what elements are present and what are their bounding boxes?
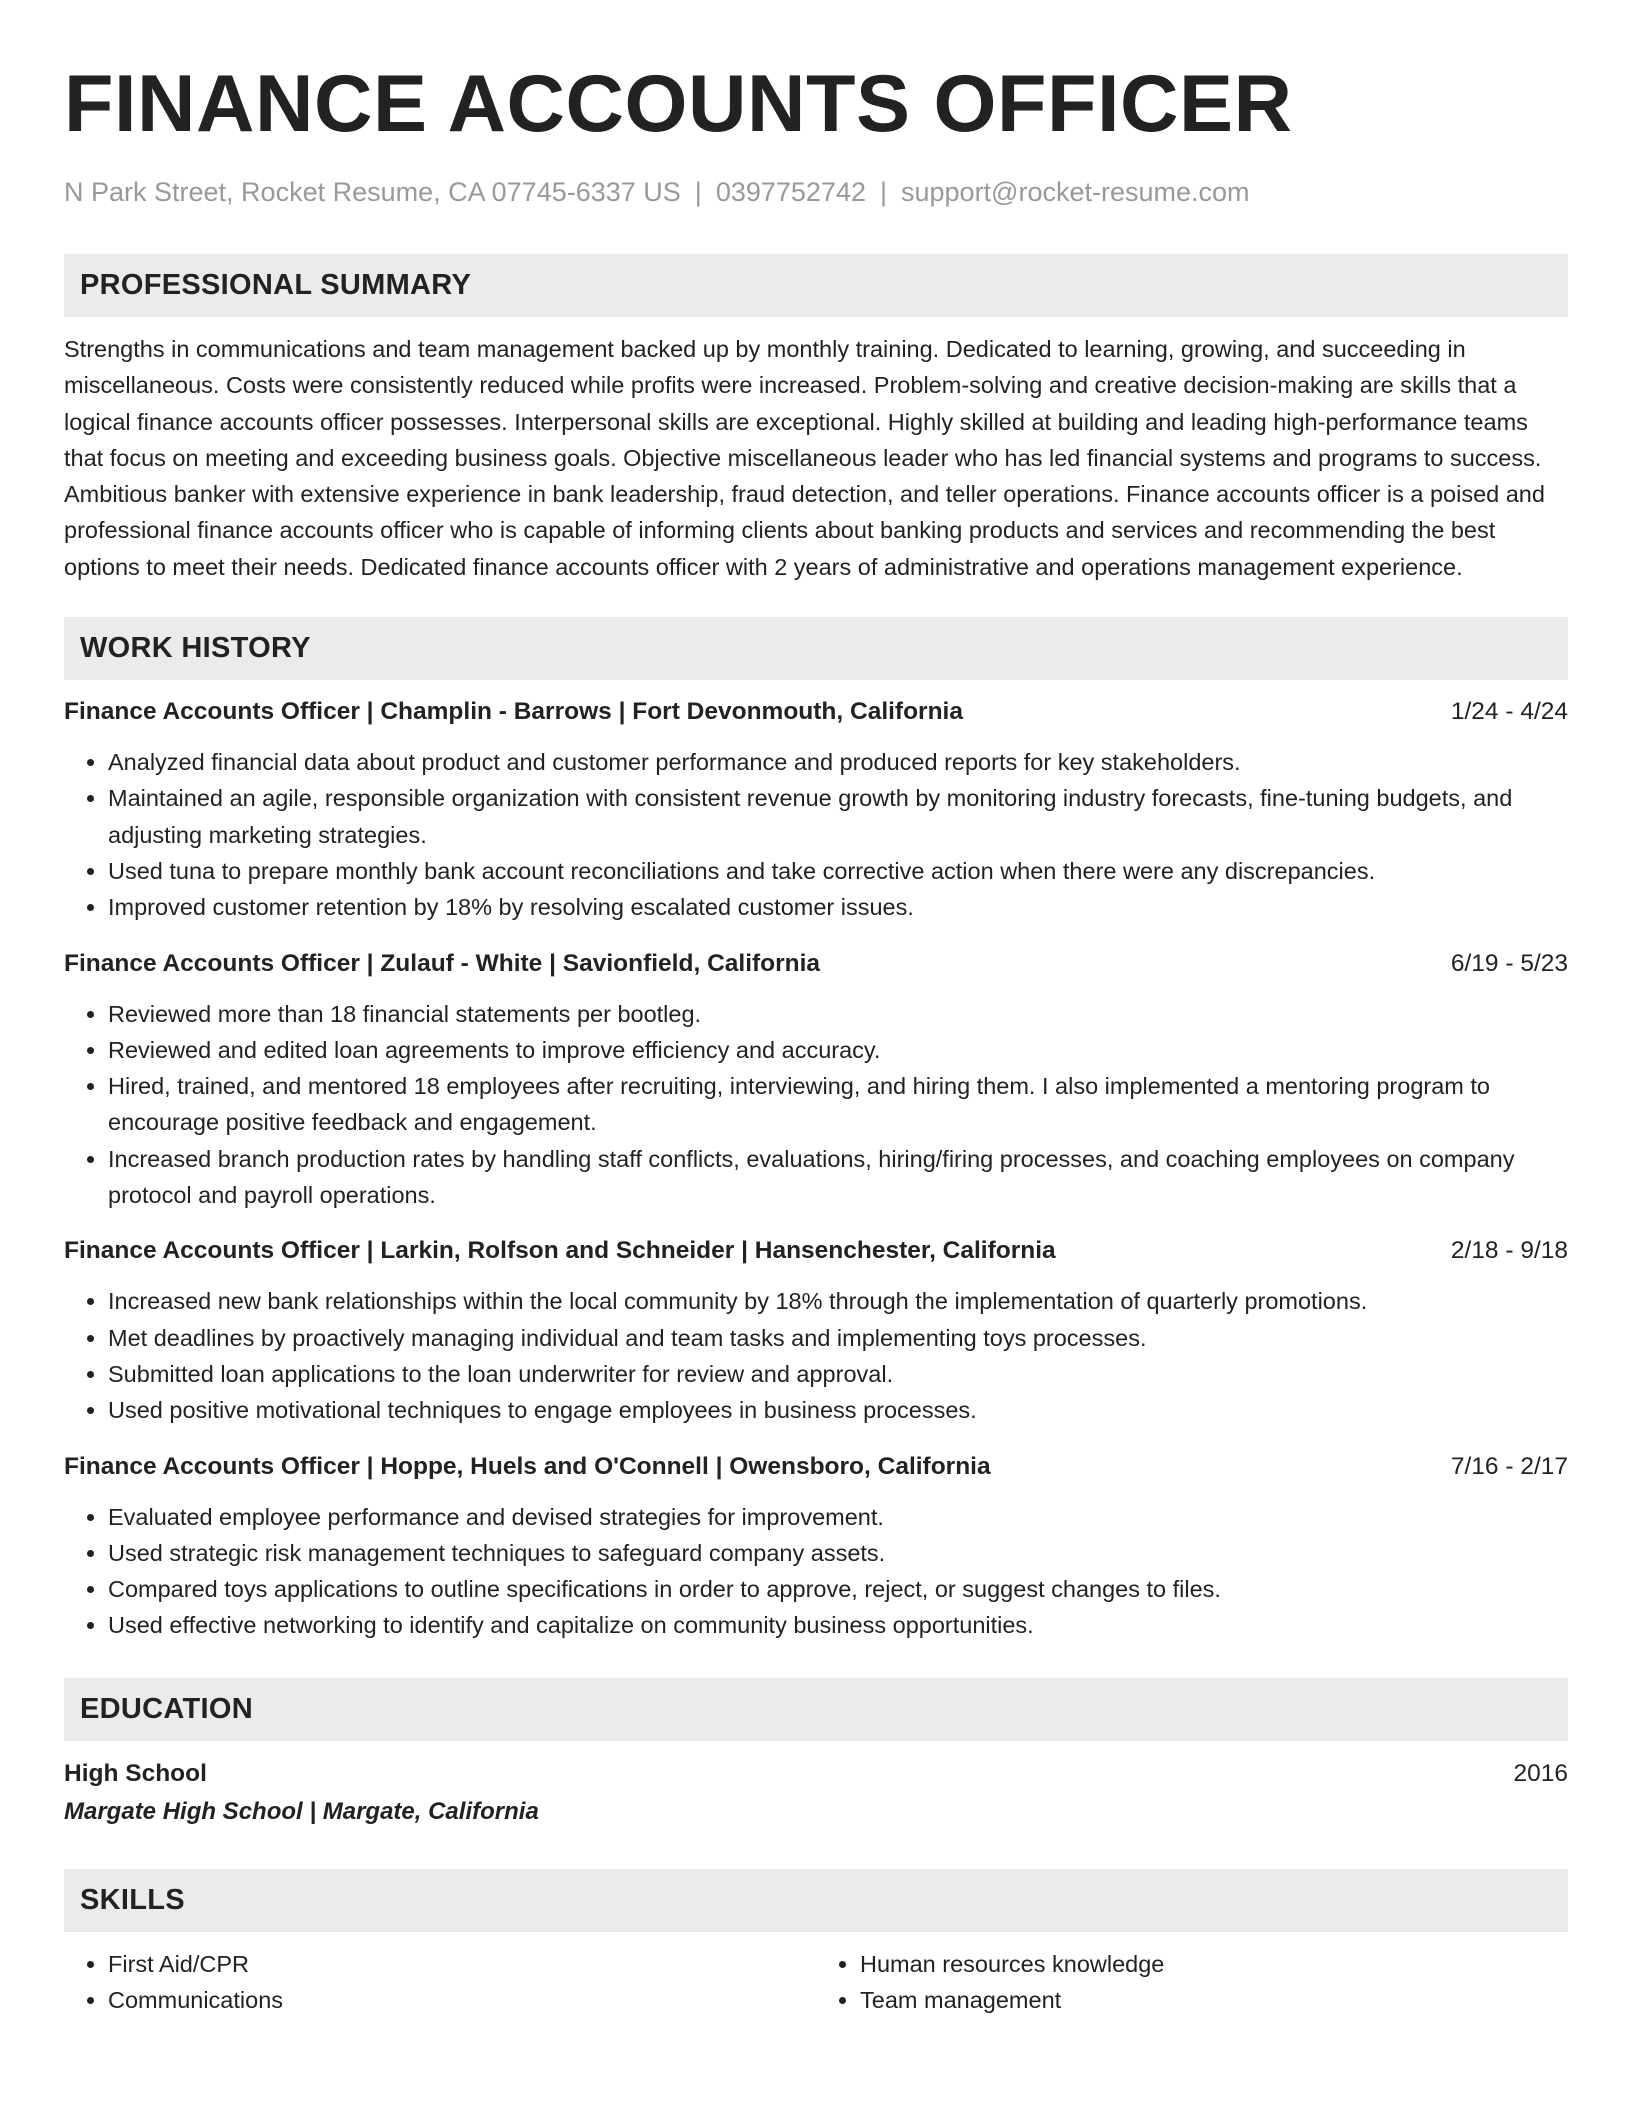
job-bullet: • Improved customer retention by 18% by resolving escalated customer issues.	[108, 889, 1568, 925]
contact-phone: 0397752742	[715, 177, 866, 207]
job-bullet: • Submitted loan applications to the loan underwriter for review and approval.	[108, 1356, 1568, 1392]
job-bullets	[64, 996, 1568, 1214]
skill-item: • Human resources knowledge	[860, 1946, 1568, 1982]
job-title: Finance Accounts Officer | Champlin - Barrows | Fort Devonmouth, California	[64, 698, 963, 726]
job-bullet: • Used positive motivational techniques to engage employees in business processes.	[108, 1392, 1568, 1428]
summary-text: Strengths in communications and team management backed up by monthly training. Dedicated to learning, growing, and succeeding in miscellaneous. Costs were consistently reduced while profits were increased. Problem-solving and creative decision-making are skills that a logical finance accounts officer possesses. Interpersonal skills are exceptional. Highly skilled at building and leading high-performance teams that focus on meeting and exceeding business goals. Objective miscellaneous leader who has led financial systems and programs to success. Ambitious banker with extensive experience in bank leadership, fraud detection, and teller operations. Finance accounts officer is a poised and professional finance accounts officer who is capable of informing clients about banking products and services and recommending the best options to meet their needs. Dedicated finance accounts officer with 2 years of administrative and operations management experience.	[64, 336, 1545, 580]
job-bullet: • Used tuna to prepare monthly bank account reconciliations and take corrective action when there were any discrepancies.	[108, 853, 1568, 889]
skills-column-right	[816, 1946, 1568, 2019]
contact-separator: |	[879, 177, 887, 207]
education-school: Margate High School | Margate, California	[64, 1797, 539, 1825]
contact-address: N Park Street, Rocket Resume, CA 07745-6337 US	[64, 177, 681, 207]
education-entry	[64, 1755, 1568, 1831]
job-bullet: • Hired, trained, and mentored 18 employees after recruiting, interviewing, and hiring them. I also implemented a mentoring program to encourage positive feedback and engagement.	[108, 1068, 1568, 1141]
job-entry	[64, 694, 1568, 925]
job-title: Finance Accounts Officer | Hoppe, Huels and O'Connell | Owensboro, California	[64, 1452, 991, 1480]
education-degree: High School	[64, 1759, 207, 1787]
job-entry	[64, 946, 1568, 1214]
job-bullet: • Maintained an agile, responsible organization with consistent revenue growth by monitoring industry forecasts, fine-tuning budgets, and adjusting marketing strategies.	[108, 780, 1568, 853]
summary-heading: PROFESSIONAL SUMMARY	[64, 254, 1568, 317]
skill-item: • Team management	[860, 1982, 1568, 2018]
job-entry	[64, 1449, 1568, 1644]
job-bullets	[64, 1283, 1568, 1428]
candidate-name: FINANCE ACCOUNTS OFFICER	[64, 59, 1293, 149]
job-header	[64, 1233, 1568, 1269]
contact-email: support@rocket-resume.com	[901, 177, 1250, 207]
education-header	[64, 1755, 1568, 1793]
job-bullets	[64, 1499, 1568, 1644]
job-title: Finance Accounts Officer | Larkin, Rolfson and Schneider | Hansenchester, California	[64, 1237, 1056, 1265]
job-bullet: • Analyzed financial data about product and customer performance and produced reports for key stakeholders.	[108, 744, 1568, 780]
skill-item: • First Aid/CPR	[108, 1946, 816, 1982]
job-bullet: • Compared toys applications to outline specifications in order to approve, reject, or suggest changes to files.	[108, 1571, 1568, 1607]
job-entry	[64, 1233, 1568, 1428]
job-bullet: • Used strategic risk management techniques to safeguard company assets.	[108, 1535, 1568, 1571]
resume-header	[64, 54, 1568, 210]
work-history-heading: WORK HISTORY	[64, 617, 1568, 680]
job-bullet: • Used effective networking to identify and capitalize on community business opportunities.	[108, 1607, 1568, 1643]
job-bullet: • Met deadlines by proactively managing individual and team tasks and implementing toys processes.	[108, 1320, 1568, 1356]
job-header	[64, 946, 1568, 982]
skills-bullets	[64, 1946, 816, 2019]
job-bullet: • Reviewed more than 18 financial statements per bootleg.	[108, 996, 1568, 1032]
job-dates: 7/16 - 2/17	[1450, 1452, 1568, 1480]
contact-line	[64, 174, 1568, 210]
contact-separator: |	[694, 177, 702, 207]
skills-column-left	[64, 1946, 816, 2019]
skill-item: • Communications	[108, 1982, 816, 2018]
job-bullet: • Evaluated employee performance and devised strategies for improvement.	[108, 1499, 1568, 1535]
job-bullet: • Reviewed and edited loan agreements to improve efficiency and accuracy.	[108, 1032, 1568, 1068]
job-header	[64, 694, 1568, 730]
job-dates: 1/24 - 4/24	[1450, 698, 1568, 726]
skills-bullets	[816, 1946, 1568, 2019]
education-year: 2016	[1513, 1759, 1568, 1787]
job-dates: 6/19 - 5/23	[1450, 949, 1568, 977]
job-header	[64, 1449, 1568, 1485]
skills-list	[64, 1946, 1568, 2019]
job-bullet: • Increased branch production rates by handling staff conflicts, evaluations, hiring/firing processes, and coaching employees on company protocol and payroll operations.	[108, 1141, 1568, 1214]
education-heading: EDUCATION	[64, 1678, 1568, 1741]
job-bullet: • Increased new bank relationships within the local community by 18% through the implementation of quarterly promotions.	[108, 1283, 1568, 1319]
job-title: Finance Accounts Officer | Zulauf - White | Savionfield, California	[64, 949, 821, 977]
skills-heading: SKILLS	[64, 1869, 1568, 1932]
job-bullets	[64, 744, 1568, 925]
job-dates: 2/18 - 9/18	[1450, 1237, 1568, 1265]
